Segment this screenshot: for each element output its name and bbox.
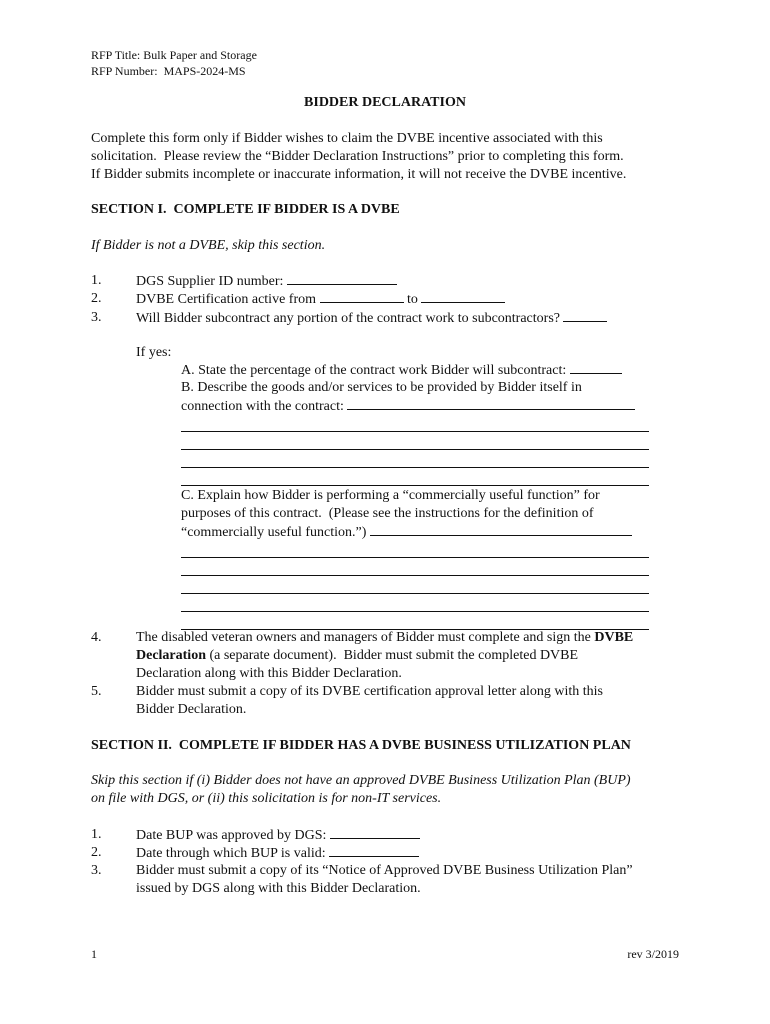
s1-item-4-line-1 (136, 629, 633, 647)
bup-valid-date-field[interactable] (329, 844, 419, 857)
sub-item-b-line-2 (181, 397, 635, 416)
goods-services-field[interactable] (347, 397, 635, 410)
s1-item-4-number: 4. (91, 630, 102, 645)
intro-line-2: solicitation. Please review the “Bidder Declaration Instructions” prior to completing this form. (91, 149, 624, 164)
s1-item-4-line-3: Declaration along with this Bidder Declaration. (136, 666, 402, 681)
s1-item-4-bold-2: Declaration (136, 648, 206, 663)
s1-item-5-line-1: Bidder must submit a copy of its DVBE certification approval letter along with this (136, 684, 603, 699)
s2-item-1 (136, 826, 420, 845)
certification-from-field[interactable] (320, 290, 404, 303)
sub-item-c-line-3 (181, 523, 632, 542)
sub-item-b-label: connection with the contract: (181, 399, 348, 414)
s1-item-2-number: 2. (91, 291, 102, 306)
page-number: 1 (91, 947, 97, 961)
sub-item-a-label: A. State the percentage of the contract work Bidder will subcontract: (181, 363, 570, 378)
goods-services-line-2[interactable] (181, 431, 649, 432)
commercially-useful-line-5[interactable] (181, 611, 649, 612)
s1-item-2-to-label: to (403, 292, 422, 307)
page-title: BIDDER DECLARATION (304, 95, 466, 110)
s2-item-3-line-1: Bidder must submit a copy of its “Notice of Approved DVBE Business Utilization Plan” (136, 863, 633, 878)
if-yes-label: If yes: (136, 345, 172, 360)
sub-item-c-label: “commercially useful function.”) (181, 525, 370, 540)
s1-item-2 (136, 290, 505, 309)
goods-services-line-3[interactable] (181, 449, 649, 450)
s2-item-3-number: 3. (91, 863, 102, 878)
s2-item-1-label: Date BUP was approved by DGS: (136, 828, 330, 843)
s1-item-4-line-2 (136, 647, 578, 665)
subcontract-answer-field[interactable] (563, 309, 607, 322)
section-2-heading: SECTION II. COMPLETE IF BIDDER HAS A DVBE BUSINESS UTILIZATION PLAN (91, 738, 631, 753)
intro-line-3: If Bidder submits incomplete or inaccurate information, it will not receive the DVBE incentive. (91, 167, 627, 182)
commercially-useful-line-2[interactable] (181, 557, 649, 558)
s2-item-1-number: 1. (91, 827, 102, 842)
s1-item-5-line-2: Bidder Declaration. (136, 702, 247, 717)
s1-item-4-bold: DVBE (594, 630, 634, 645)
goods-services-line-5[interactable] (181, 485, 649, 486)
s1-item-1 (136, 272, 397, 291)
s1-item-3-label: Will Bidder subcontract any portion of the contract work to subcontractors? (136, 311, 564, 326)
revision-label: rev 3/2019 (627, 947, 679, 961)
s1-item-2-label: DVBE Certification active from (136, 292, 320, 307)
goods-services-line-4[interactable] (181, 467, 649, 468)
s2-item-2-number: 2. (91, 845, 102, 860)
s1-item-5-number: 5. (91, 684, 102, 699)
s1-item-1-number: 1. (91, 273, 102, 288)
supplier-id-field[interactable] (287, 272, 397, 285)
s2-item-2 (136, 844, 419, 863)
rfp-title: RFP Title: Bulk Paper and Storage (91, 48, 257, 62)
intro-line-1: Complete this form only if Bidder wishes to claim the DVBE incentive associated with this (91, 131, 603, 146)
commercially-useful-line-4[interactable] (181, 593, 649, 594)
section-2-note-line-2: on file with DGS, or (ii) this solicitation is for non-IT services. (91, 791, 442, 806)
s2-item-3-line-2: issued by DGS along with this Bidder Declaration. (136, 881, 421, 896)
s1-item-4-text-2: (a separate document). Bidder must submit the completed DVBE (205, 648, 579, 663)
bup-approved-date-field[interactable] (330, 826, 420, 839)
s2-item-2-label: Date through which BUP is valid: (136, 846, 330, 861)
subcontract-percentage-field[interactable] (570, 361, 622, 374)
section-2-note-line-1: Skip this section if (i) Bidder does not have an approved DVBE Business Utilization Plan (BUP) (91, 773, 631, 788)
s1-item-3 (136, 309, 607, 328)
s1-item-3-number: 3. (91, 310, 102, 325)
sub-item-c-line-2: purposes of this contract. (Please see the instructions for the definition of (181, 506, 594, 521)
sub-item-c-line-1: C. Explain how Bidder is performing a “commercially useful function” for (181, 488, 600, 503)
s1-item-4-text: The disabled veteran owners and managers of Bidder must complete and sign the (136, 630, 595, 645)
sub-item-a (181, 361, 622, 380)
sub-item-b-line-1: B. Describe the goods and/or services to be provided by Bidder itself in (181, 380, 582, 395)
commercially-useful-field[interactable] (370, 523, 632, 536)
section-1-heading: SECTION I. COMPLETE IF BIDDER IS A DVBE (91, 202, 400, 217)
rfp-number: RFP Number: MAPS-2024-MS (91, 64, 246, 78)
commercially-useful-line-3[interactable] (181, 575, 649, 576)
certification-to-field[interactable] (421, 290, 505, 303)
section-1-note: If Bidder is not a DVBE, skip this section. (91, 238, 326, 253)
s1-item-1-label: DGS Supplier ID number: (136, 274, 287, 289)
